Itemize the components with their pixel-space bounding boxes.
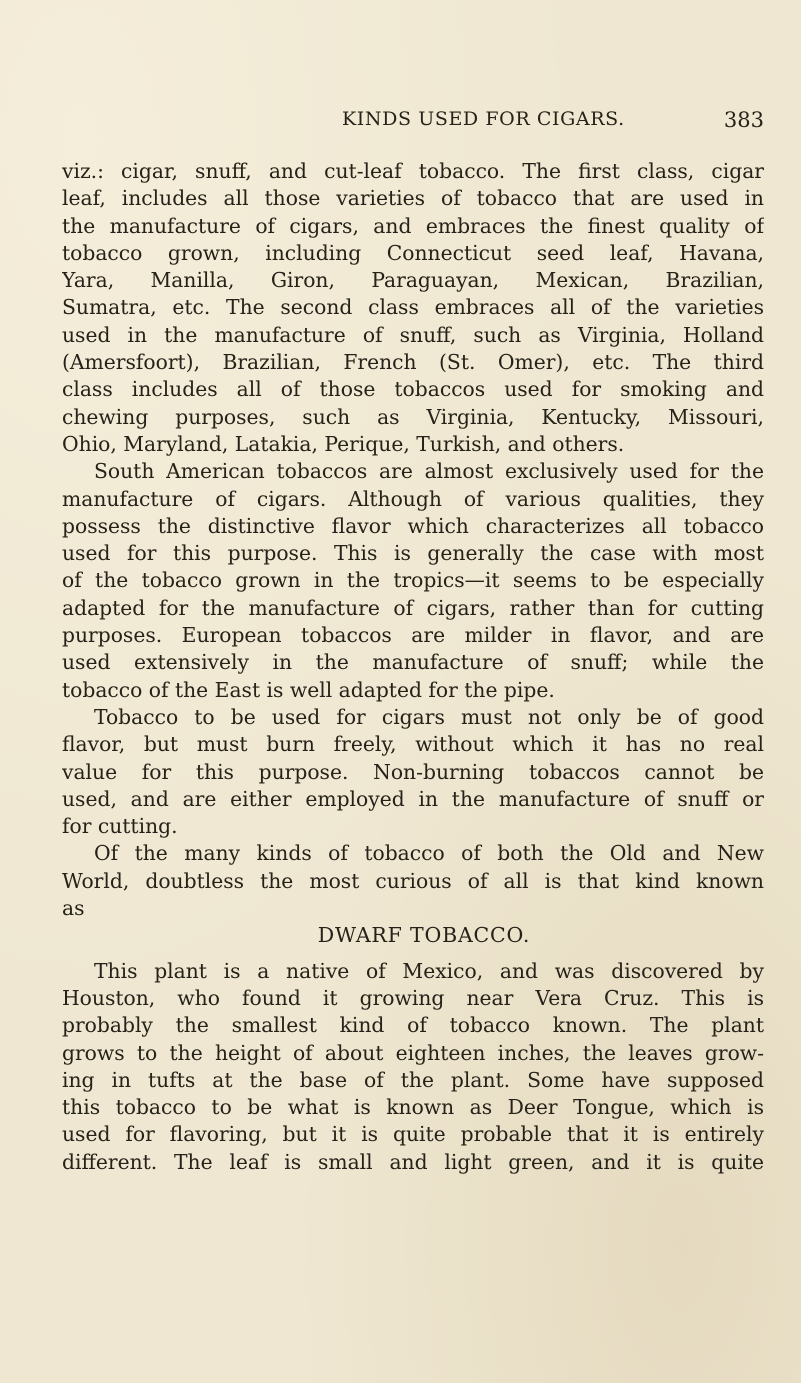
text-line: tobacco grown, including Connecticut seed leaf, Havana, <box>62 240 764 265</box>
text-line: World, doubtless the most curious of all is that kind known <box>62 868 764 893</box>
text-line: manufacture of cigars. Although of various qualities, they <box>62 486 764 511</box>
page-number: 383 <box>723 108 764 132</box>
text-line: Houston, who found it growing near Vera Cruz. This is <box>62 985 764 1010</box>
text-line: this tobacco to be what is known as Deer Tongue, which is <box>62 1095 764 1120</box>
running-head <box>62 108 764 138</box>
text-line: South American tobaccos are almost exclusively used for the <box>94 459 764 484</box>
text-line: Sumatra, etc. The second class embraces all of the varieties <box>62 295 764 320</box>
text-line: class includes all of those tobaccos used for smoking and <box>62 377 764 402</box>
heading-gap <box>62 950 764 958</box>
text-line: of the tobacco grown in the tropics—it seems to be especially <box>62 568 764 593</box>
text-line: used for flavoring, but it is quite probable that it is entirely <box>62 1122 764 1147</box>
text-line: grows to the height of about eighteen inches, the leaves grow- <box>62 1040 764 1065</box>
text-line: flavor, but must burn freely, without which it has no real <box>62 732 764 757</box>
text-line: viz.: cigar, snuff, and cut-leaf tobacco. The first class, cigar <box>62 159 764 183</box>
text-line: adapted for the manufacture of cigars, rather than for cutting <box>62 595 764 620</box>
text-line: used, and are either employed in the manufacture of snuff or <box>62 786 764 811</box>
text-line: used extensively in the manufacture of snuff; while the <box>62 650 764 675</box>
text-line: This plant is a native of Mexico, and was discovered by <box>94 958 764 983</box>
body-text <box>62 158 764 1176</box>
text-line: tobacco of the East is well adapted for the pipe. <box>62 677 555 702</box>
text-line: as <box>62 896 85 921</box>
text-line: possess the distinctive flavor which characterizes all tobacco <box>62 513 764 538</box>
text-line: (Amersfoort), Brazilian, French (St. Omer), etc. The third <box>62 350 764 375</box>
text-line: value for this purpose. Non-burning tobaccos cannot be <box>62 759 764 784</box>
section-heading: DWARF TOBACCO. <box>317 923 531 948</box>
text-line: purposes. European tobaccos are milder in flavor, and are <box>62 623 764 648</box>
text-line: used for this purpose. This is generally the case with most <box>62 541 764 566</box>
running-title: KINDS USED FOR CIGARS. <box>342 108 625 130</box>
text-line: leaf, includes all those varieties of tobacco that are used in <box>62 186 764 211</box>
text-line: used in the manufacture of snuff, such as Virginia, Holland <box>62 322 764 347</box>
text-line: Ohio, Maryland, Latakia, Perique, Turkish, and others. <box>62 431 625 456</box>
text-line: ing in tufts at the base of the plant. Some have supposed <box>62 1067 764 1092</box>
text-line: different. The leaf is small and light green, and it is quite <box>62 1149 764 1174</box>
text-line: the manufacture of cigars, and embraces the finest quality of <box>62 213 764 238</box>
text-line: Yara, Manilla, Giron, Paraguayan, Mexican, Brazilian, <box>62 268 764 293</box>
text-line: Tobacco to be used for cigars must not only be of good <box>94 704 764 729</box>
text-line: Of the many kinds of tobacco of both the Old and New <box>94 841 764 866</box>
text-line: for cutting. <box>62 814 178 839</box>
text-line: chewing purposes, such as Virginia, Kentucky, Missouri, <box>62 404 764 429</box>
text-line: probably the smallest kind of tobacco known. The plant <box>62 1013 764 1038</box>
